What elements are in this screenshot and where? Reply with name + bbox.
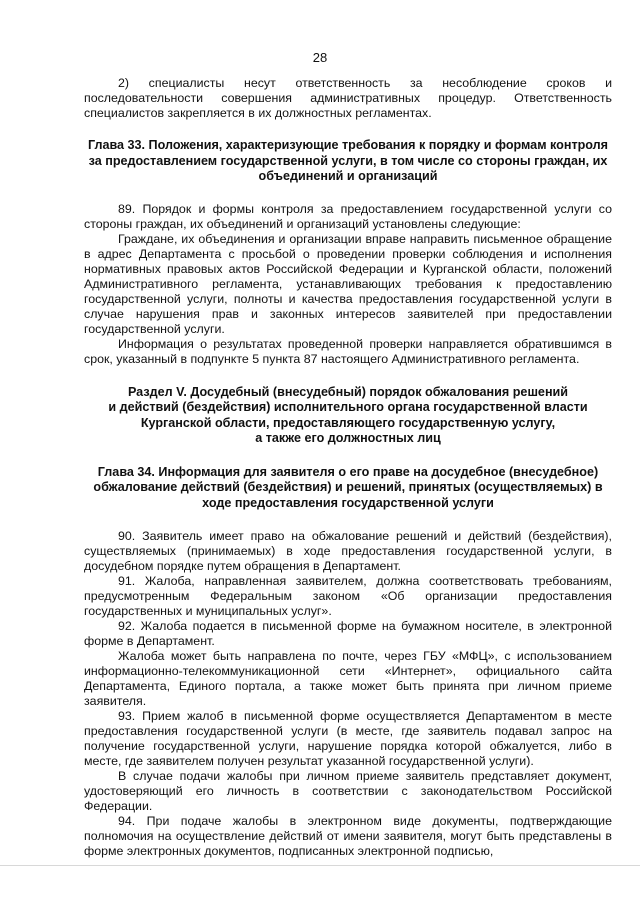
paragraph-90: 90. Заявитель имеет право на обжалование решений и действий (бездействия), существляемых (принимаемых) в ходе предоставления государственной услуги, в досудебном порядке путем обращения в Департамент. — [84, 529, 612, 573]
chapter-34-heading: Глава 34. Информация для заявителя о его праве на досудебное (внесудебное) обжалование действий (бездействия) и решений, принятых (осуществляемых) в ходе предоставления государственной услуги — [93, 464, 603, 510]
page-bottom-divider — [0, 865, 640, 866]
section-5-heading-line-2: и действий (бездействия) исполнительного органа государственной власти — [108, 400, 588, 414]
paragraph-89-citizens: Граждане, их объединения и организации вправе направить письменное обращение в адрес Департамента с просьбой о проведении проверки соблюдения и исполнения нормативных правовых актов Российской Федерации и Курганской области, положений Административного регламента, устанавливающих требования к предоставлению государственной услуги, полноты и качества предоставления государственной услуги в случае нарушения прав и законных интересов заявителей при предоставлении государственной услуги. — [84, 231, 612, 336]
paragraph-94: 94. При подаче жалобы в электронном виде документы, подтверждающие полномочия на осуществление действий от имени заявителя, могут быть представлены в форме электронных документов, подписанных электронной подписью, — [84, 814, 612, 858]
paragraph-89-information: Информация о результатах проведенной проверки направляется обратившимся в срок, указанный в подпункте 5 пункта 87 настоящего Административного регламента. — [84, 336, 612, 366]
paragraph-92: 92. Жалоба подается в письменной форме на бумажном носителе, в электронной форме в Департамент. — [84, 619, 612, 648]
paragraph-91: 91. Жалоба, направленная заявителем, должна соответствовать требованиям, предусмотренным Федеральным законом «Об организации предоставления государственных и муниципальных услуг». — [84, 574, 612, 618]
section-5-heading-line-4: а также его должностных лиц — [255, 431, 441, 445]
paragraph-93: 93. Прием жалоб в письменной форме осуществляется Департаментом в месте предоставления государственной услуги (в месте, где заявитель подавал запрос на получение государственной услуги, нарушение порядка которой обжалуется, либо в месте, где заявителем получен результат указанной государственной услуги). — [84, 709, 612, 768]
page-content — [84, 76, 612, 859]
page-number: 28 — [312, 50, 328, 65]
paragraph-92-channels: Жалоба может быть направлена по почте, через ГБУ «МФЦ», с использованием информационно-телекоммуникационной сети «Интернет», официального сайта Департамента, Единого портала, а также может быть принята при личном приеме заявителя. — [84, 649, 612, 708]
section-5-heading-line-1: Раздел V. Досудебный (внесудебный) порядок обжалования решений — [127, 384, 569, 399]
section-5-heading-line-3: Курганской области, предоставляющего государственную услугу, — [140, 415, 556, 430]
paragraph-responsibility: 2) специалисты несут ответственность за несоблюдение сроков и последовательности совершения административных процедур. Ответственность специалистов закрепляется в их должностных регламентах. — [84, 76, 612, 120]
paragraph-93-personal-reception: В случае подачи жалобы при личном приеме заявитель представляет документ, удостоверяющий его личность в соответствии с законодательством Российской Федерации. — [84, 769, 612, 813]
chapter-33-heading: Глава 33. Положения, характеризующие требования к порядку и формам контроля за предоставлением государственной услуги, в том числе со стороны граждан, их объединений и организаций — [87, 138, 609, 183]
section-5-heading — [84, 385, 612, 447]
paragraph-89: 89. Порядок и формы контроля за предоставлением государственной услуги со стороны граждан, их объединений и организаций установлены следующие: — [84, 201, 612, 231]
